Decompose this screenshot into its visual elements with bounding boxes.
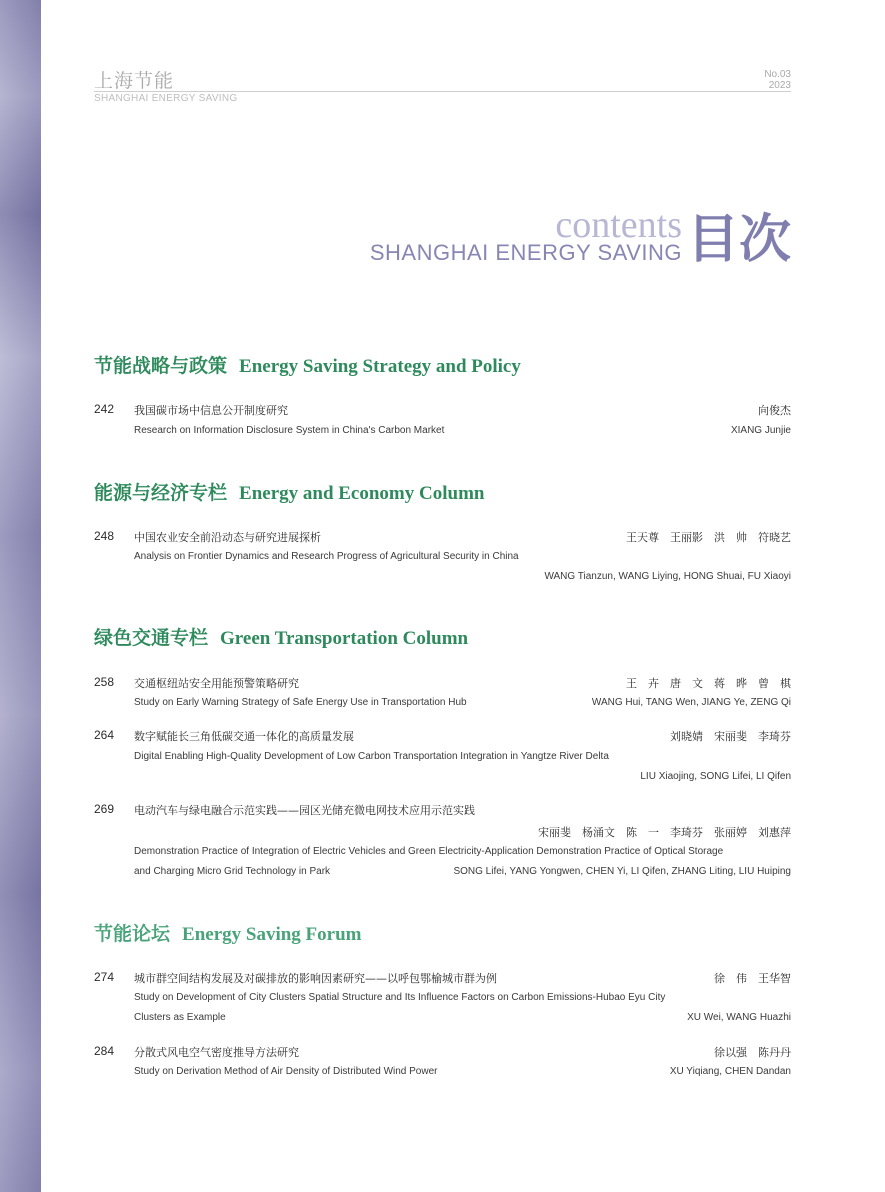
article-title-cn[interactable]: 中国农业安全前沿动态与研究进展探析 bbox=[134, 531, 321, 544]
article-authors-en: WANG Tianzun, WANG Liying, HONG Shuai, FU Xiaoyi bbox=[544, 571, 791, 582]
side-band-shading bbox=[0, 0, 41, 1192]
article-authors-cn: 王 卉 唐 文 蒋 晔 曾 棋 bbox=[626, 677, 791, 690]
article-title-en[interactable]: Study on Derivation Method of Air Density of Distributed Wind Power bbox=[134, 1066, 438, 1077]
contents-heading: contents bbox=[555, 204, 682, 246]
article-page-number: 248 bbox=[94, 529, 115, 543]
article-authors-cn: 向俊杰 bbox=[758, 404, 791, 417]
section-title-en: Energy and Economy Column bbox=[239, 483, 485, 504]
section-title-cn: 节能论坛 bbox=[94, 923, 171, 945]
header-rule bbox=[94, 91, 791, 92]
article-title-en[interactable]: Digital Enabling High-Quality Development of Low Carbon Transportation Integration in Yangtze River Delta bbox=[134, 751, 609, 762]
section-title-cn: 能源与经济专栏 bbox=[94, 482, 228, 504]
article-authors-cn: 刘晓婧 宋丽斐 李琦芬 bbox=[670, 730, 791, 743]
article-page-number: 274 bbox=[94, 970, 115, 984]
article-title-cn[interactable]: 城市群空间结构发展及对碳排放的影响因素研究——以呼包鄂榆城市群为例 bbox=[134, 972, 497, 985]
article-title-cn[interactable]: 交通枢纽站安全用能预警策略研究 bbox=[134, 677, 299, 690]
article-title-en-line2[interactable]: and Charging Micro Grid Technology in Park bbox=[134, 866, 331, 877]
mulu-heading: 目次 bbox=[686, 210, 791, 270]
article-authors-en: XU Wei, WANG Huazhi bbox=[687, 1012, 791, 1023]
article-authors-en: XU Yiqiang, CHEN Dandan bbox=[669, 1066, 791, 1077]
article-title-cn[interactable]: 电动汽车与绿电融合示范实践——园区光储充微电网技术应用示范实践 bbox=[134, 804, 475, 817]
section-title-energy-economy bbox=[94, 478, 484, 505]
article-authors-en: LIU Xiaojing, SONG Lifei, LI Qifen bbox=[640, 771, 791, 782]
article-authors-en: XIANG Junjie bbox=[730, 425, 791, 436]
article-title-en[interactable]: Research on Information Disclosure System in China's Carbon Market bbox=[134, 425, 445, 436]
article-authors-cn: 宋丽斐 杨涌文 陈 一 李琦芬 张丽婷 刘惠萍 bbox=[538, 826, 791, 839]
section-title-forum bbox=[94, 919, 361, 946]
section-title-en: Energy Saving Forum bbox=[182, 924, 362, 945]
journal-name-en: SHANGHAI ENERGY SAVING bbox=[94, 93, 238, 104]
article-page-number: 269 bbox=[94, 802, 115, 816]
article-page-number: 242 bbox=[94, 402, 115, 416]
article-authors-cn: 徐 伟 王华智 bbox=[714, 972, 791, 985]
article-authors-cn: 徐以强 陈丹丹 bbox=[714, 1046, 791, 1059]
contents-subtitle: SHANGHAI ENERGY SAVING bbox=[369, 240, 682, 265]
article-authors-en: SONG Lifei, YANG Yongwen, CHEN Yi, LI Qifen, ZHANG Liting, LIU Huiping bbox=[453, 866, 791, 877]
section-title-strategy-policy bbox=[94, 351, 521, 378]
article-title-en[interactable]: Analysis on Frontier Dynamics and Research Progress of Agricultural Security in China bbox=[134, 551, 519, 562]
article-title-cn[interactable]: 数字赋能长三角低碳交通一体化的高质量发展 bbox=[134, 730, 354, 743]
article-title-en[interactable]: Study on Early Warning Strategy of Safe Energy Use in Transportation Hub bbox=[134, 697, 467, 708]
article-title-cn[interactable]: 我国碳市场中信息公开制度研究 bbox=[134, 404, 288, 417]
article-title-en-line1[interactable]: Demonstration Practice of Integration of Electric Vehicles and Green Electricity-Application Demonstration Practice of Optical Storage bbox=[134, 846, 724, 857]
article-title-cn[interactable]: 分散式风电空气密度推导方法研究 bbox=[134, 1046, 299, 1059]
article-authors-en: WANG Hui, TANG Wen, JIANG Ye, ZENG Qi bbox=[591, 697, 791, 708]
article-authors-cn: 王天尊 王丽影 洪 帅 符晓艺 bbox=[626, 531, 791, 544]
section-title-en: Green Transportation Column bbox=[220, 628, 469, 649]
issue-year: 2023 bbox=[768, 80, 791, 91]
article-title-en-line2[interactable]: Clusters as Example bbox=[134, 1012, 226, 1023]
issue-number: No.03 bbox=[764, 69, 791, 80]
article-page-number: 264 bbox=[94, 728, 115, 742]
article-title-en-line1[interactable]: Study on Development of City Clusters Spatial Structure and Its Influence Factors on Carbon Emissions-Hubao Eyu City bbox=[134, 992, 666, 1003]
section-title-en: Energy Saving Strategy and Policy bbox=[239, 356, 521, 377]
section-title-cn: 绿色交通专栏 bbox=[94, 627, 209, 649]
journal-name-cn: 上海节能 bbox=[94, 70, 175, 92]
section-title-green-transportation bbox=[94, 623, 468, 650]
article-page-number: 284 bbox=[94, 1044, 115, 1058]
section-title-cn: 节能战略与政策 bbox=[94, 355, 228, 377]
article-page-number: 258 bbox=[94, 675, 115, 689]
